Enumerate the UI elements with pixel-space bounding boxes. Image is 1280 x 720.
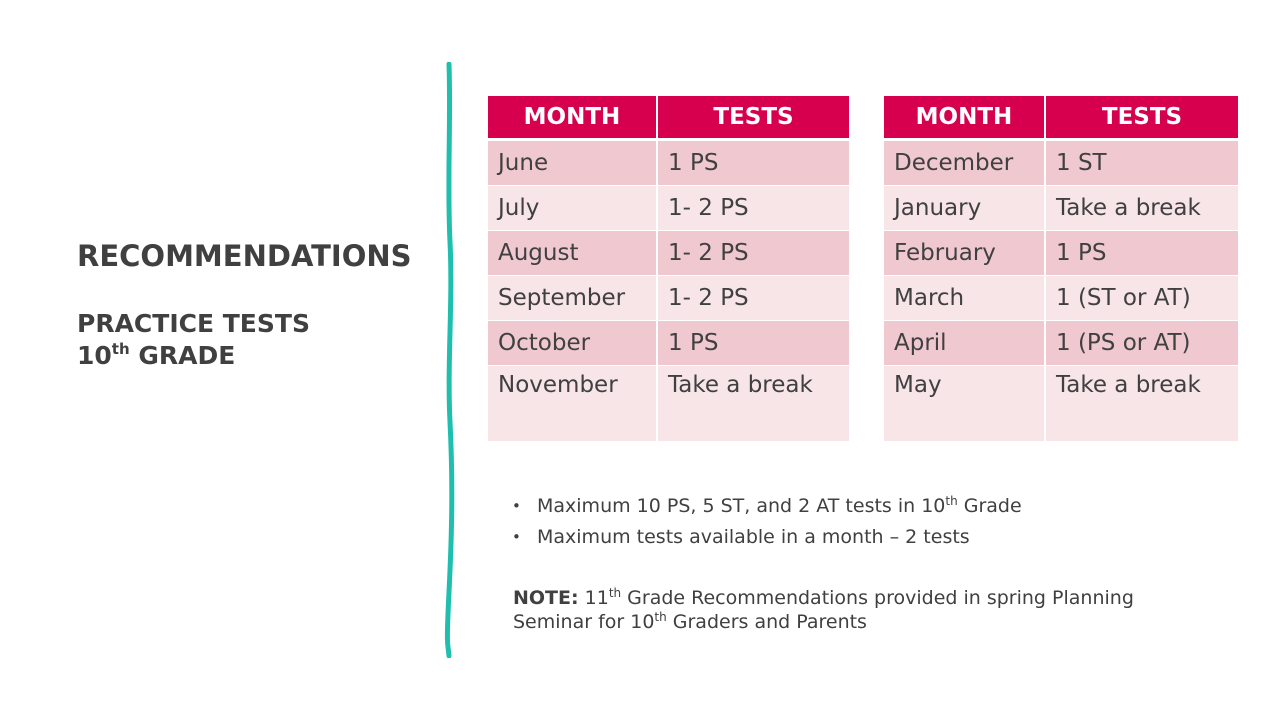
grade-number: 10 bbox=[77, 341, 112, 370]
tests-cell: 1 PS bbox=[656, 321, 849, 366]
tests-cell: 1 PS bbox=[1044, 231, 1238, 276]
table-row bbox=[884, 321, 1238, 366]
schedule-table-right bbox=[884, 96, 1238, 442]
table-row bbox=[488, 231, 849, 276]
table-row bbox=[884, 186, 1238, 231]
subtitle-line1: PRACTICE TESTS bbox=[77, 309, 310, 338]
table-row bbox=[488, 366, 849, 442]
month-cell: October bbox=[488, 321, 656, 366]
table-row bbox=[488, 321, 849, 366]
month-cell: April bbox=[884, 321, 1044, 366]
schedule-table-left bbox=[488, 96, 849, 442]
table-row bbox=[884, 276, 1238, 321]
bullet-list bbox=[512, 491, 1212, 553]
note-text bbox=[513, 586, 1213, 634]
table-row bbox=[488, 276, 849, 321]
page-title: RECOMMENDATIONS bbox=[77, 239, 412, 273]
tests-cell: 1- 2 PS bbox=[656, 186, 849, 231]
wavy-teal-line-icon bbox=[444, 62, 456, 658]
tests-cell: 1 (PS or AT) bbox=[1044, 321, 1238, 366]
column-header-month: MONTH bbox=[884, 96, 1044, 141]
month-cell: November bbox=[488, 366, 656, 442]
column-header-month: MONTH bbox=[488, 96, 656, 141]
table-row bbox=[884, 231, 1238, 276]
month-cell: February bbox=[884, 231, 1044, 276]
subtitle bbox=[77, 308, 417, 372]
month-cell: January bbox=[884, 186, 1044, 231]
note-sup-2: th bbox=[654, 610, 667, 624]
tests-cell: Take a break bbox=[1044, 366, 1238, 442]
note-sup-1: th bbox=[608, 586, 622, 600]
month-cell: May bbox=[884, 366, 1044, 442]
tests-cell: Take a break bbox=[656, 366, 849, 442]
table-row bbox=[488, 141, 849, 186]
note-end: Graders and Parents bbox=[666, 611, 867, 633]
tests-cell: 1 (ST or AT) bbox=[1044, 276, 1238, 321]
grade-word: GRADE bbox=[138, 341, 236, 370]
bullet-item-max-month bbox=[512, 522, 1212, 553]
note-label: NOTE: bbox=[513, 587, 579, 609]
note-pre: 11 bbox=[578, 587, 609, 609]
table-row bbox=[884, 366, 1238, 442]
table-row bbox=[884, 141, 1238, 186]
tests-cell: Take a break bbox=[1044, 186, 1238, 231]
tests-cell: 1- 2 PS bbox=[656, 231, 849, 276]
table-row bbox=[488, 186, 849, 231]
bullet-item-max-tests bbox=[512, 491, 1212, 522]
grade-suffix: th bbox=[111, 340, 130, 358]
table-header-row bbox=[488, 96, 849, 141]
bullet-dot-icon: • bbox=[512, 497, 521, 515]
note-mid: Grade Recommendations provided in spring Planning Seminar for 10 bbox=[513, 587, 1134, 633]
month-cell: August bbox=[488, 231, 656, 276]
month-cell: March bbox=[884, 276, 1044, 321]
column-header-tests: TESTS bbox=[656, 96, 849, 141]
bullet-sup: th bbox=[945, 494, 958, 508]
month-cell: December bbox=[884, 141, 1044, 186]
month-cell: June bbox=[488, 141, 656, 186]
tests-cell: 1- 2 PS bbox=[656, 276, 849, 321]
title-block bbox=[77, 238, 417, 372]
tests-cell: 1 ST bbox=[1044, 141, 1238, 186]
bullet-text-end: Grade bbox=[957, 495, 1022, 517]
table-header-row bbox=[884, 96, 1238, 141]
month-cell: July bbox=[488, 186, 656, 231]
column-header-tests: TESTS bbox=[1044, 96, 1238, 141]
bullet-dot-icon: • bbox=[512, 528, 521, 546]
month-cell: September bbox=[488, 276, 656, 321]
bullet-text: Maximum 10 PS, 5 ST, and 2 AT tests in 10 bbox=[537, 495, 946, 517]
tests-cell: 1 PS bbox=[656, 141, 849, 186]
bullet-text: Maximum tests available in a month – 2 tests bbox=[537, 526, 970, 548]
